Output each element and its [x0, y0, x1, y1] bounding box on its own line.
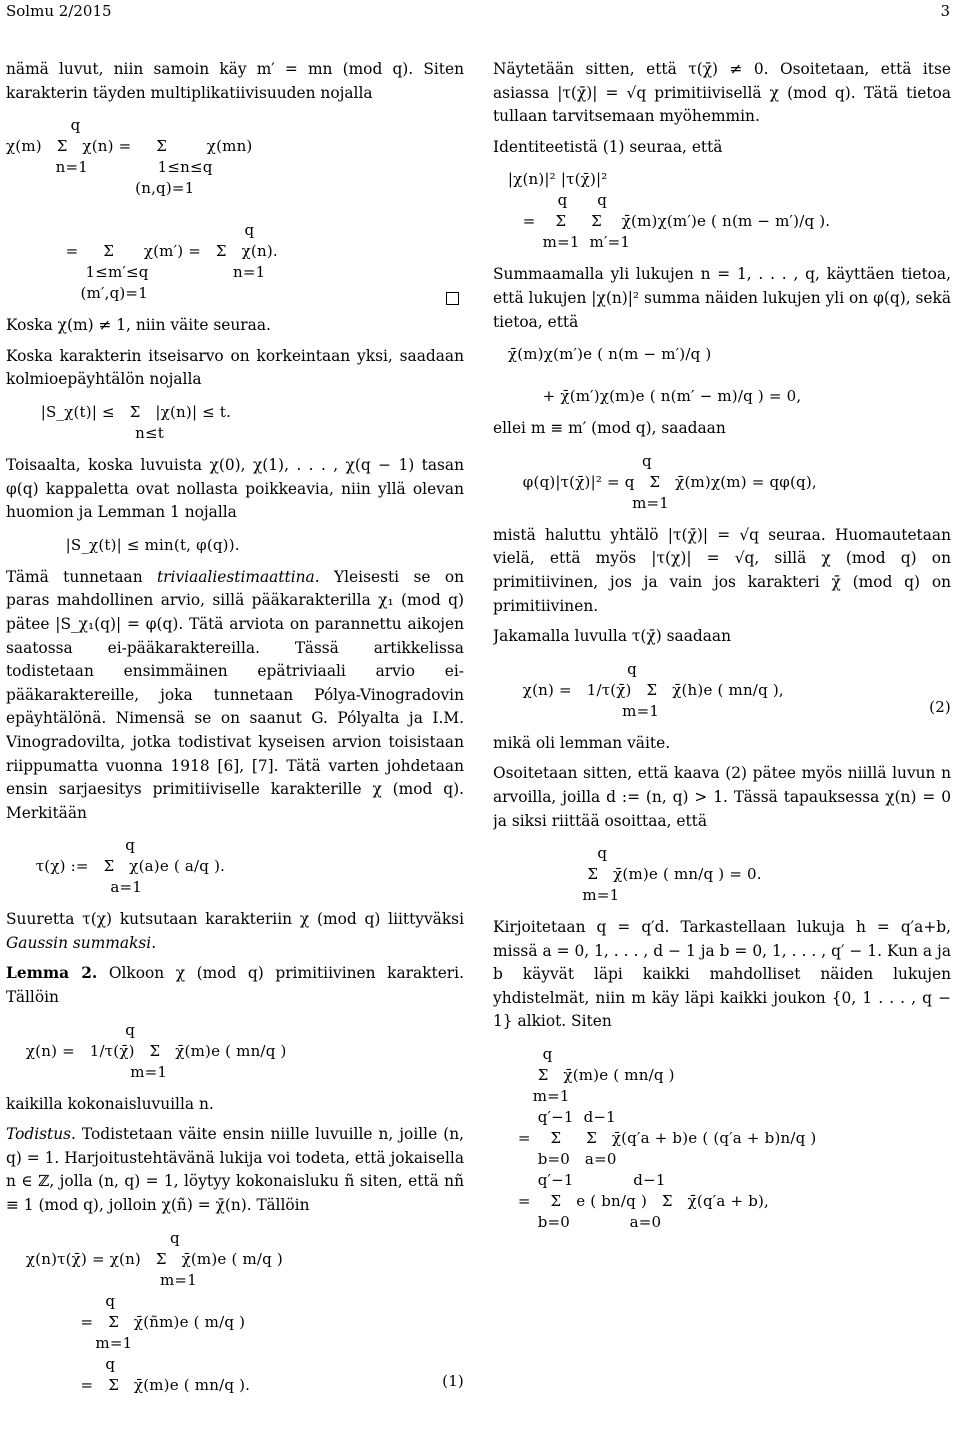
equation-body: q χ(n)τ(χ̄) = χ(n) Σ χ̄(m)e ( m/q ) m=1 q = Σ χ̄(ñm)e ( m/q ) m=1 q = Σ χ̄(m)e ( mn/q ). [25, 1228, 283, 1394]
page-number: 3 [940, 2, 950, 20]
text-run: Tämä tunnetaan [6, 567, 157, 586]
lemma [6, 962, 464, 1009]
qed-symbol [446, 292, 459, 305]
proof-label: Todistus. [6, 1125, 76, 1144]
right-column [493, 58, 951, 1428]
equation-number: (1) [442, 1371, 464, 1390]
paragraph [6, 908, 464, 955]
paragraph: mikä oli lemman väite. [493, 733, 671, 752]
display-equation: q φ(q)|τ(χ̄)|² = q Σ χ̄(m)χ(m) = qφ(q), m=1 [522, 451, 817, 512]
display-equation: q χ(m) Σ χ(n) = Σ χ(mn) n=1 1≤n≤q (n,q)=1 q = Σ χ(m′) = Σ χ(n). 1≤m′≤q n=1 (m′,q)=1 [6, 116, 278, 303]
display-equation: q τ(χ) := Σ χ(a)e ( a/q ). a=1 [35, 836, 226, 897]
running-header [6, 0, 956, 24]
display-equation: |S_χ(t)| ≤ min(t, φ(q)). [6, 535, 240, 554]
running-title: Solmu 2/2015 [6, 2, 112, 20]
display-equation-numbered [493, 659, 951, 722]
proof [6, 1123, 464, 1217]
display-equation: |χ(n)|² |τ(χ̄)|² q q = Σ Σ χ̄(m)χ(m′)e ( n(m − m′)/q ). m=1 m′=1 [507, 170, 831, 252]
paragraph: ellei m ≡ m′ (mod q), saadaan [493, 419, 726, 438]
paragraph: nämä luvut, niin samoin käy m′ = mn (mod q). Siten karakterin täyden multiplikatiivisuuden nojalla [6, 60, 464, 102]
paragraph: Identiteetistä (1) seuraa, että [493, 137, 723, 156]
emphasized-term: triviaaliestimaattina [156, 567, 315, 586]
paragraph [6, 566, 464, 826]
display-equation-numbered [6, 1228, 464, 1396]
proof-text: Todistetaan väite ensin niille luvuille n, joille (n, q) = 1. Harjoitustehtävänä lukija voi todeta, että jokaisella n ∈ ℤ, jolla (n, q) = 1, löytyy kokonaisluku ñ siten, että nñ ≡ 1 (mod q), jolloin χ(ñ) = χ̄(n). Tällöin [6, 1125, 464, 1215]
display-equation: q χ(n) = 1/τ(χ̄) Σ χ̄(m)e ( mn/q ) m=1 [25, 1020, 287, 1081]
text-run: Suuretta τ(χ) kutsutaan karakteriin χ (mod q) liittyväksi [6, 910, 464, 929]
paragraph: Osoitetaan sitten, että kaava (2) pätee myös niillä luvun n arvoilla, joilla d := (n, q) > 1. Tässä tapauksessa χ(n) = 0 ja siksi riittää osoittaa, että [493, 764, 951, 830]
display-equation: |S_χ(t)| ≤ Σ |χ(n)| ≤ t. n≤t [40, 402, 232, 442]
paragraph: Kirjoitetaan q = q′d. Tarkastellaan lukuja h = q′a+b, missä a = 0, 1, . . . , d − 1 ja b = 0, 1, . . . , q′ − 1. Kun a ja b käyvät läpi kaikki mahdolliset näiden lukujen yhdistelmät, niin m käy läpi kaikki joukon {0, 1 . . . , q − 1} alkiot. Siten [493, 918, 951, 1031]
equation-body: q χ(n) = 1/τ(χ̄) Σ χ̄(h)e ( mn/q ), [522, 659, 784, 699]
paragraph: Summaamalla yli lukujen n = 1, . . . , q, käyttäen tietoa, että lukujen |χ(n)|² summa näiden lukujen yli on φ(q), sekä tietoa, että [493, 265, 951, 331]
paragraph: Näytetään sitten, että τ(χ̄) ≠ 0. Osoitetaan, että itse asiassa |τ(χ̄)| = √q primitiivisellä χ (mod q). Tätä tietoa tullaan tarvitsemaan myöhemmin. [493, 60, 951, 126]
text-run: . Yleisesti se on paras mahdollinen arvio, sillä pääkarakterilla χ₁ (mod q) pätee |S_χ₁(q)| = φ(q). Tätä arviota on parannettu aikojen saatossa ei-pääkaraktereilla. Tässä artikkelissa todistetaan ensimmäinen epätriviaali arvio ei-pääkaraktereille, joka tunnetaan Pólya-Vinogradovin epäyhtälönä. Nimensä se on saanut G. Pólyalta ja I.M. Vinogradovilta, jotka todistivat kyseisen arvion toisistaan riippumatta vuonna 1918 [6], [7]. Tätä varten johdetaan ensin sarjaesitys primitiiviselle karakterille χ (mod q). Merkitään [6, 567, 464, 822]
paragraph: kaikilla kokonaisluvuilla n. [6, 1094, 214, 1113]
left-column [6, 58, 464, 1428]
equation-subscript: m=1 [493, 701, 660, 720]
lemma-label: Lemma 2. [6, 964, 98, 983]
display-equation: χ̄(m)χ(m′)e ( n(m − m′)/q ) + χ̄(m′)χ(m)e ( n(m′ − m)/q ) = 0, [507, 345, 802, 406]
equation-number: (2) [929, 697, 951, 716]
emphasized-term: Gaussin summaksi. [6, 933, 157, 952]
paragraph: mistä haluttu yhtälö |τ(χ̄)| = √q seuraa. Huomautetaan vielä, että myös |τ(χ)| = √q, sillä χ (mod q) on primitiivinen, jos ja vain jos karakteri χ̄ (mod q) on primitiivinen. [493, 525, 951, 615]
display-equation: q Σ χ̄(m)e ( mn/q ) = 0. m=1 [582, 844, 762, 905]
paragraph: Toisaalta, koska luvuista χ(0), χ(1), . . . , χ(q − 1) tasan φ(q) kappaletta ovat nollasta poikkeavia, niin yllä olevan huomion ja Lemman 1 nojalla [6, 455, 464, 522]
paragraph: Koska χ(m) ≠ 1, niin väite seuraa. [6, 316, 271, 335]
paragraph: Koska karakterin itseisarvo on korkeintaan yksi, saadaan kolmioepäyhtälön nojalla [6, 346, 464, 389]
paragraph: Jakamalla luvulla τ(χ̄) saadaan [493, 627, 731, 646]
display-equation: q Σ χ̄(m)e ( mn/q ) m=1 q′−1 d−1 = Σ Σ χ̄(q′a + b)e ( (q′a + b)n/q ) b=0 a=0 q′−1 d−1 = Σ e ( bn/q ) Σ χ̄(q′a + b), b=0 a=0 [517, 1045, 817, 1232]
lemma-text: Olkoon χ (mod q) primitiivinen karakteri. Tällöin [6, 964, 464, 1007]
